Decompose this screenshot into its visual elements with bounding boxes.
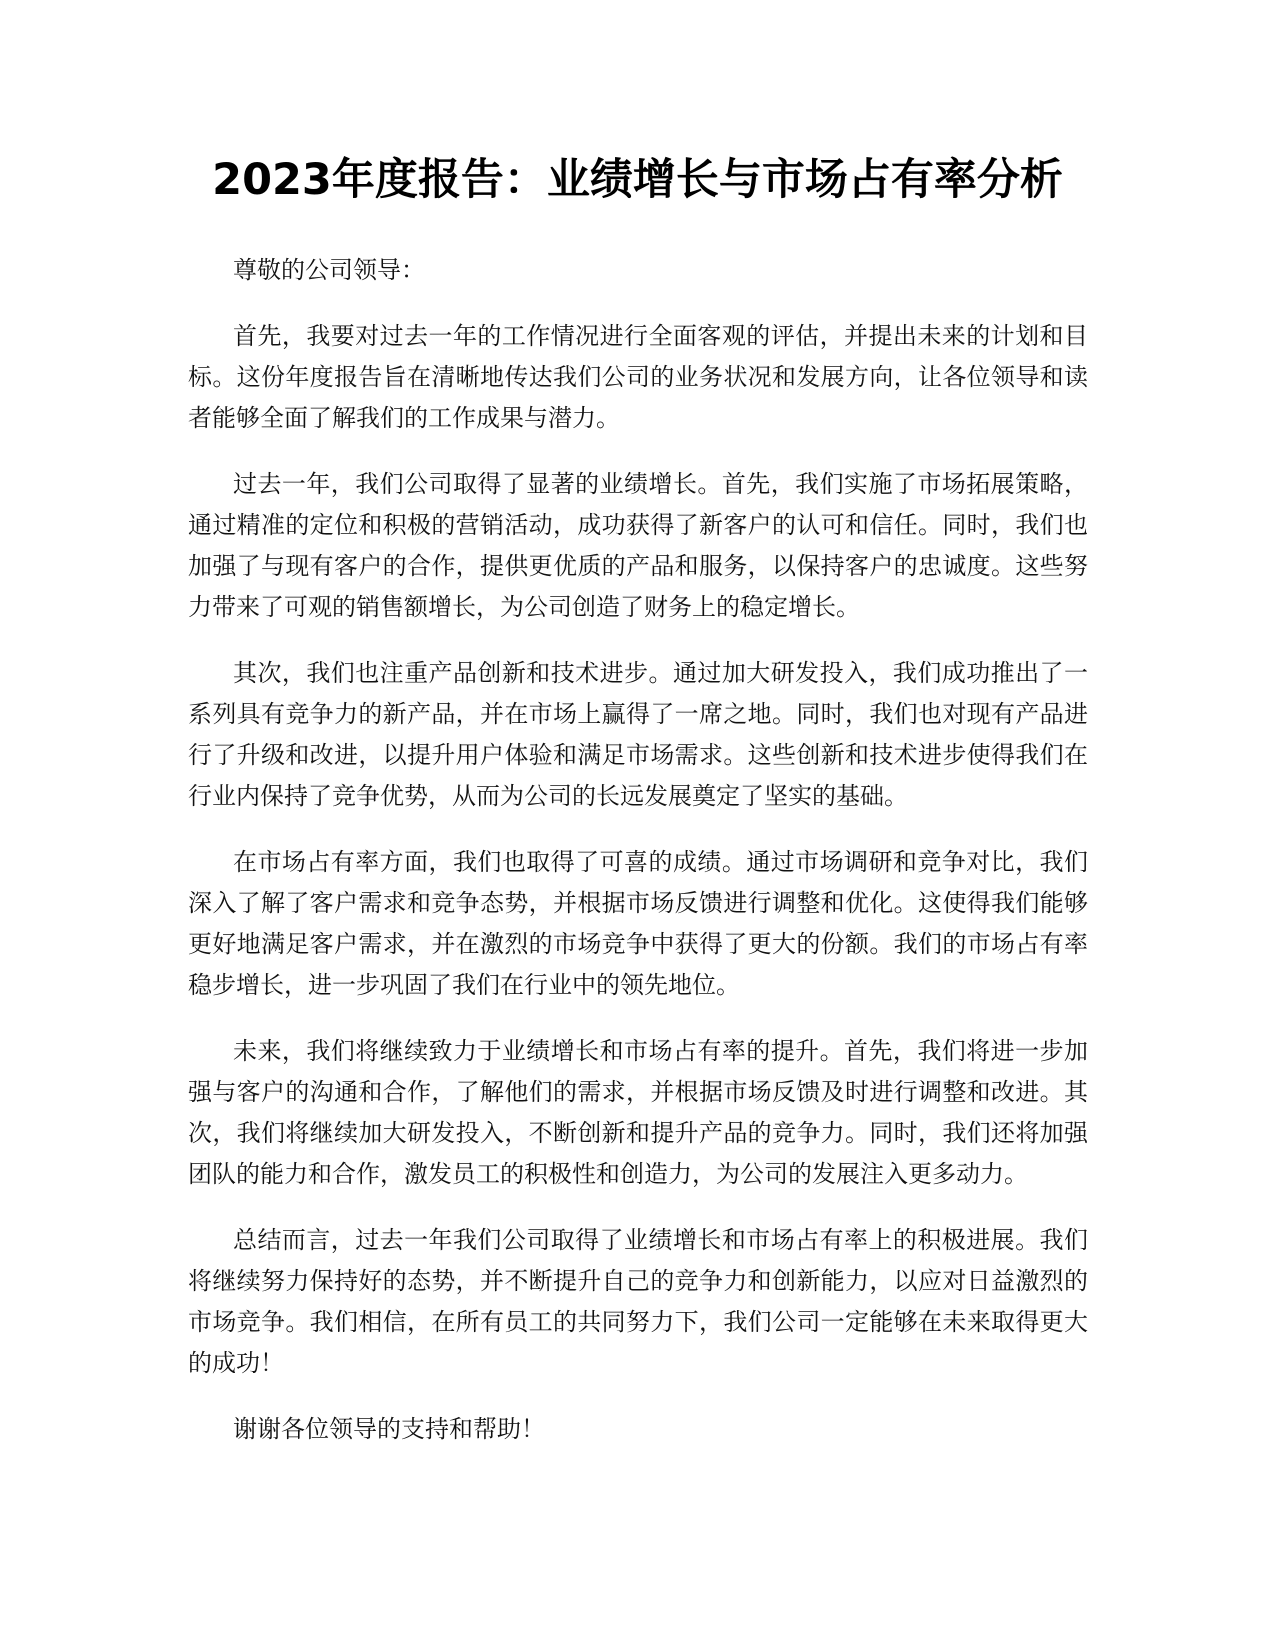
paragraph-summary: 总结而言，过去一年我们公司取得了业绩增长和市场占有率上的积极进展。我们将继续努力保持好的态势，并不断提升自己的竞争力和创新能力，以应对日益激烈的市场竞争。我们相信，在所有员工的共同努力下，我们公司一定能够在未来取得更大的成功！: [188, 1226, 1088, 1377]
paragraph-intro: 首先，我要对过去一年的工作情况进行全面客观的评估，并提出未来的计划和目标。这份年度报告旨在清晰地传达我们公司的业务状况和发展方向，让各位领导和读者能够全面了解我们的工作成果与潜力。: [188, 322, 1088, 432]
paragraph-innovation: 其次，我们也注重产品创新和技术进步。通过加大研发投入，我们成功推出了一系列具有竞争力的新产品，并在市场上赢得了一席之地。同时，我们也对现有产品进行了升级和改进，以提升用户体验和满足市场需求。这些创新和技术进步使得我们在行业内保持了竞争优势，从而为公司的长远发展奠定了坚实的基础。: [188, 659, 1088, 810]
paragraph-market-share: 在市场占有率方面，我们也取得了可喜的成绩。通过市场调研和竞争对比，我们深入了解了客户需求和竞争态势，并根据市场反馈进行调整和优化。这使得我们能够更好地满足客户需求，并在激烈的市场竞争中获得了更大的份额。我们的市场占有率稳步增长，进一步巩固了我们在行业中的领先地位。: [188, 848, 1088, 999]
closing-thanks: 谢谢各位领导的支持和帮助！: [233, 1415, 545, 1443]
document-title: 2023年度报告：业绩增长与市场占有率分析: [212, 155, 1063, 205]
paragraph-performance: 过去一年，我们公司取得了显著的业绩增长。首先，我们实施了市场拓展策略，通过精准的定位和积极的营销活动，成功获得了新客户的认可和信任。同时，我们也加强了与现有客户的合作，提供更优质的产品和服务，以保持客户的忠诚度。这些努力带来了可观的销售额增长，为公司创造了财务上的稳定增长。: [188, 470, 1088, 621]
salutation: 尊敬的公司领导：: [233, 256, 425, 284]
document-body: [188, 250, 1088, 1475]
paragraph-future: 未来，我们将继续致力于业绩增长和市场占有率的提升。首先，我们将进一步加强与客户的沟通和合作，了解他们的需求，并根据市场反馈及时进行调整和改进。其次，我们将继续加大研发投入，不断创新和提升产品的竞争力。同时，我们还将加强团队的能力和合作，激发员工的积极性和创造力，为公司的发展注入更多动力。: [188, 1037, 1088, 1188]
